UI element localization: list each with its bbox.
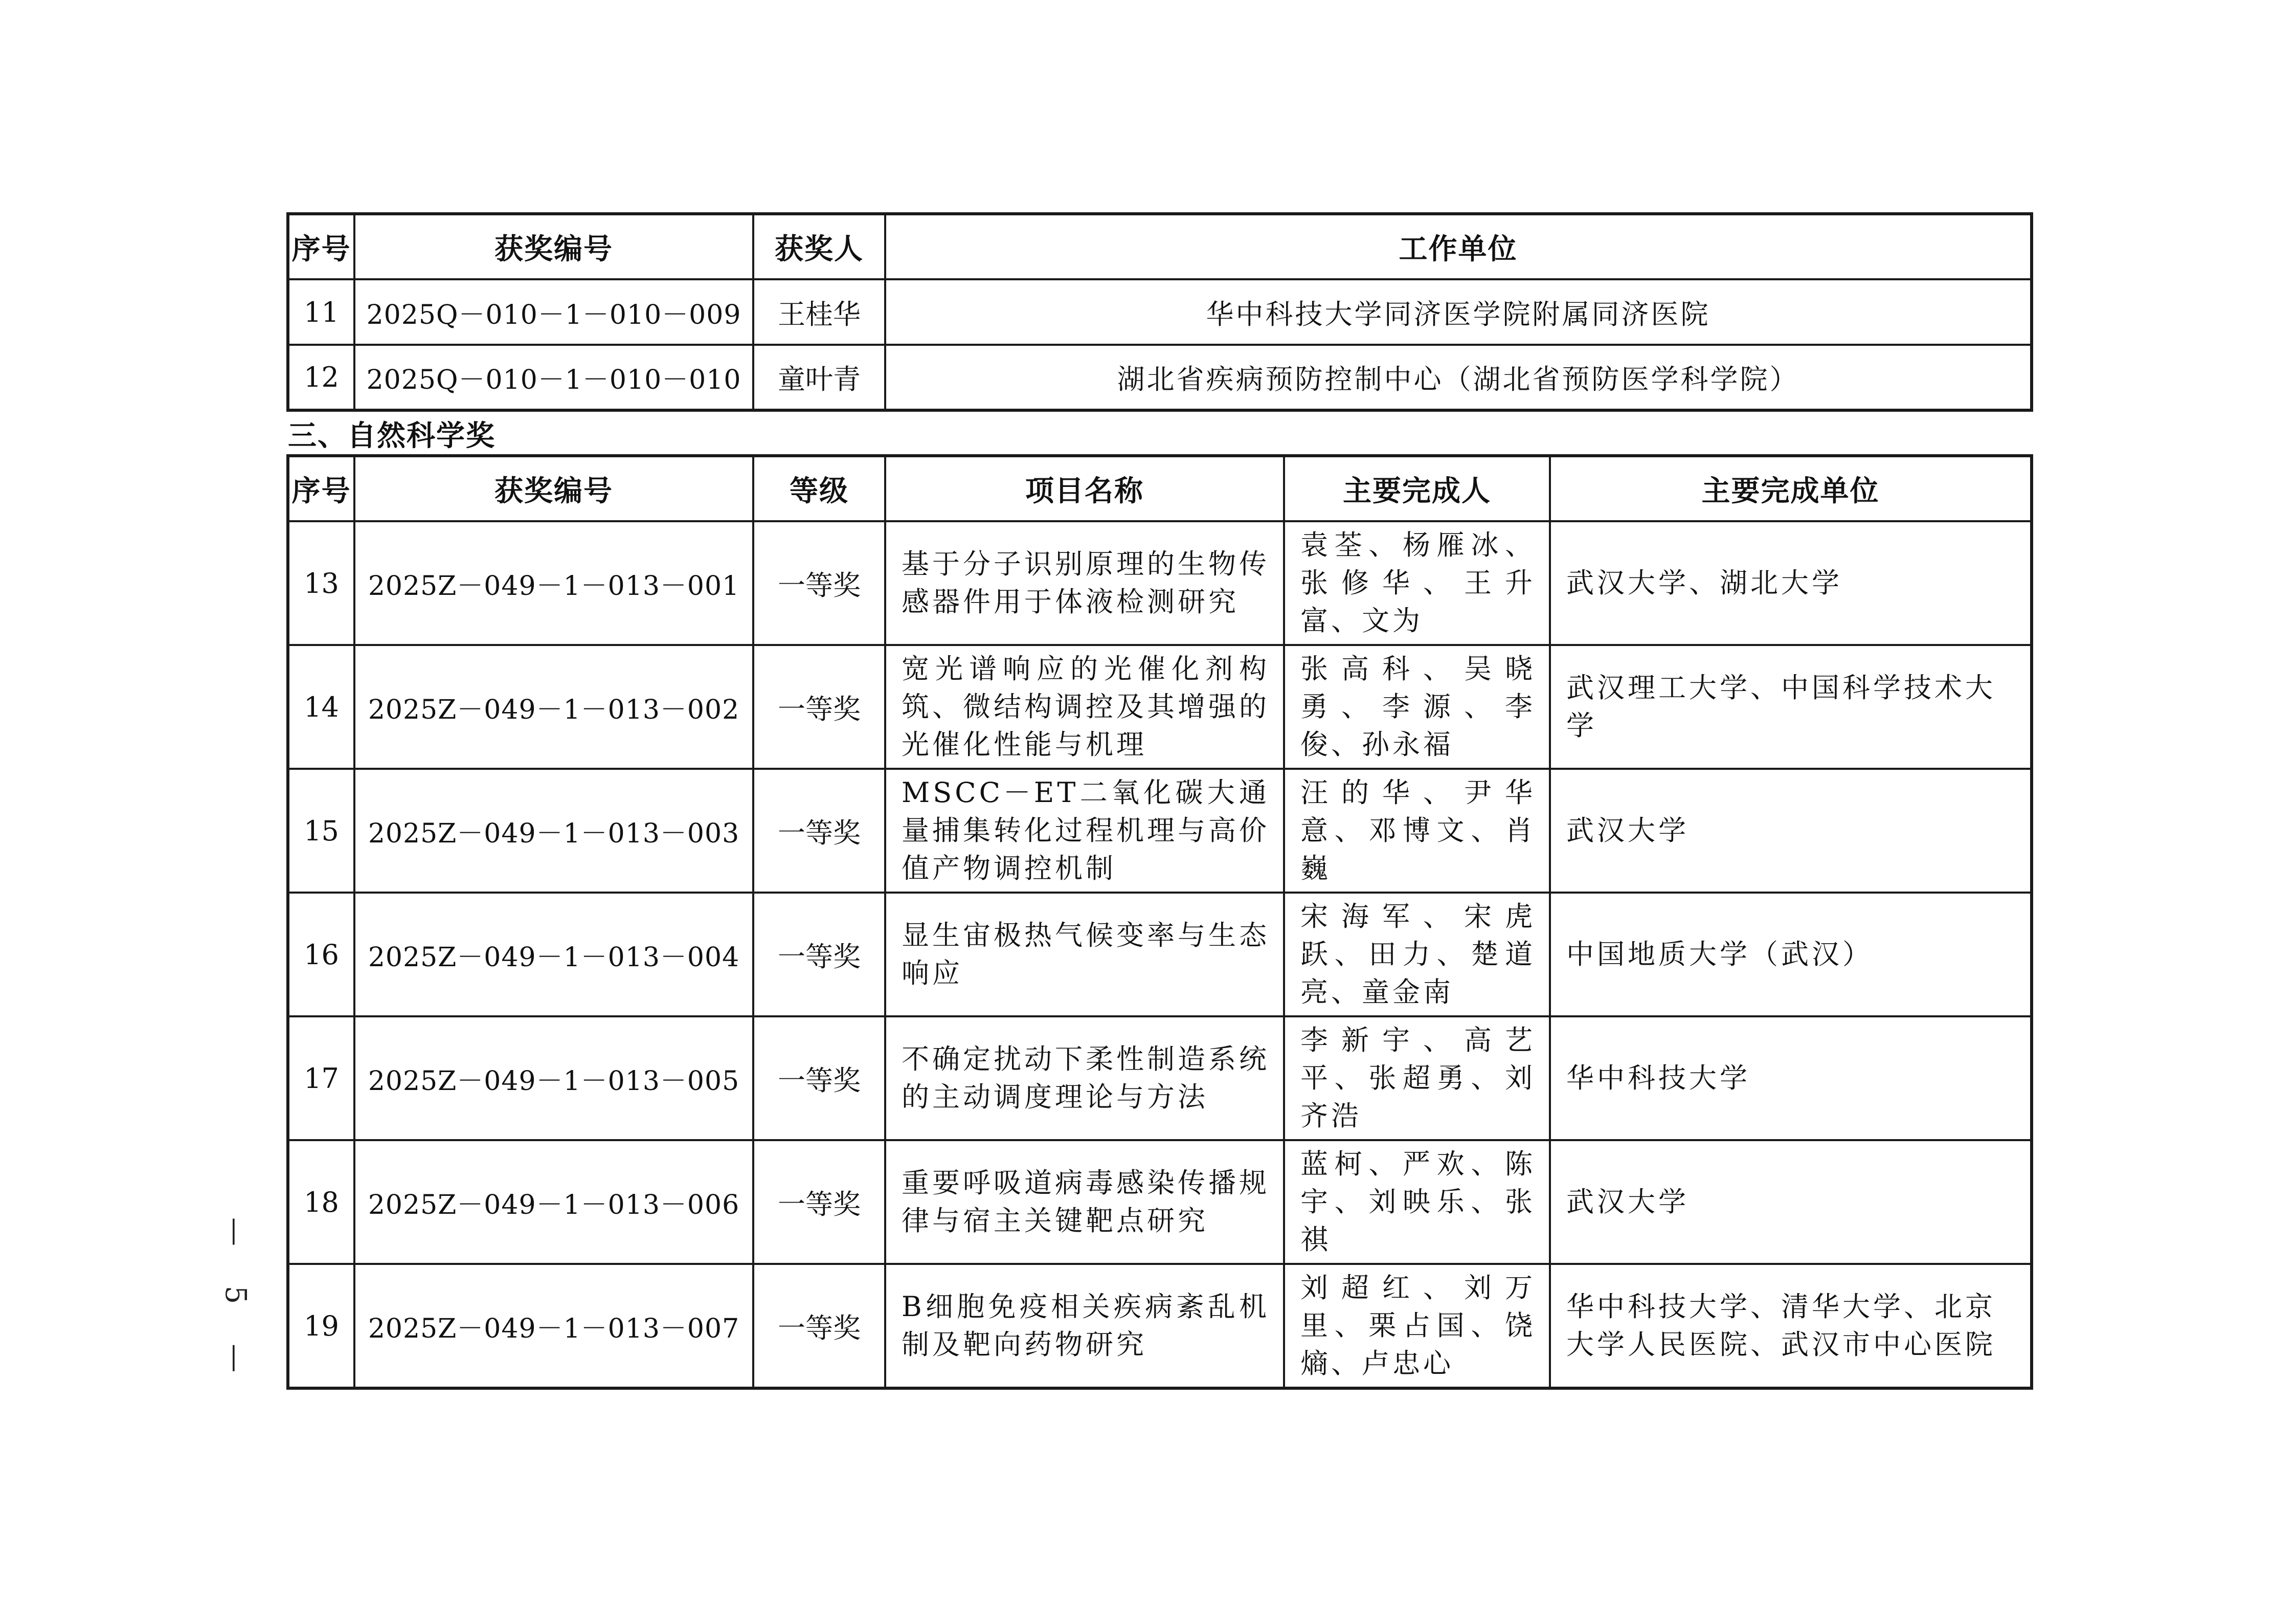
cell-grade: 一等奖	[753, 521, 885, 645]
header-seq: 序号	[288, 214, 354, 279]
cell-person: 童叶青	[753, 345, 885, 410]
table-row	[288, 279, 2032, 345]
cell-code: 2025Z－049－1－013－006	[354, 1140, 753, 1264]
cell-grade: 一等奖	[753, 645, 885, 769]
table-row	[288, 769, 2032, 893]
table-row	[288, 645, 2032, 769]
header-project: 项目名称	[885, 456, 1284, 521]
cell-grade: 一等奖	[753, 1140, 885, 1264]
award-table-youth	[286, 212, 2033, 412]
cell-units: 中国地质大学（武汉）	[1550, 893, 2032, 1016]
cell-seq: 13	[288, 521, 354, 645]
header-seq: 序号	[288, 456, 354, 521]
cell-code: 2025Z－049－1－013－003	[354, 769, 753, 893]
cell-seq: 19	[288, 1264, 354, 1388]
header-unit: 工作单位	[885, 214, 2032, 279]
cell-code: 2025Z－049－1－013－005	[354, 1016, 753, 1140]
cell-code: 2025Q－010－1－010－010	[354, 345, 753, 410]
cell-project: 基于分子识别原理的生物传感器件用于体液检测研究	[885, 521, 1284, 645]
cell-code: 2025Z－049－1－013－001	[354, 521, 753, 645]
header-grade: 等级	[753, 456, 885, 521]
header-code: 获奖编号	[354, 214, 753, 279]
header-persons: 主要完成人	[1284, 456, 1550, 521]
cell-units: 华中科技大学、清华大学、北京大学人民医院、武汉市中心医院	[1550, 1264, 2032, 1388]
cell-units: 武汉大学、湖北大学	[1550, 521, 2032, 645]
table-row	[288, 1140, 2032, 1264]
cell-project: MSCC－ET二氧化碳大通量捕集转化过程机理与高价值产物调控机制	[885, 769, 1284, 893]
cell-grade: 一等奖	[753, 1264, 885, 1388]
cell-units: 武汉大学	[1550, 1140, 2032, 1264]
table-row	[288, 345, 2032, 410]
cell-code: 2025Z－049－1－013－002	[354, 645, 753, 769]
cell-units: 武汉理工大学、中国科学技术大学	[1550, 645, 2032, 769]
cell-units: 武汉大学	[1550, 769, 2032, 893]
header-person: 获奖人	[753, 214, 885, 279]
cell-grade: 一等奖	[753, 769, 885, 893]
cell-persons: 蓝柯、严欢、陈宇、刘映乐、张祺	[1284, 1140, 1550, 1264]
page-number: — 5 —	[219, 1217, 252, 1388]
cell-project: 宽光谱响应的光催化剂构筑、微结构调控及其增强的光催化性能与机理	[885, 645, 1284, 769]
cell-persons: 李新宇、高艺平、张超勇、刘齐浩	[1284, 1016, 1550, 1140]
cell-persons: 宋海军、宋虎跃、田力、楚道亮、童金南	[1284, 893, 1550, 1016]
cell-persons: 汪的华、尹华意、邓博文、肖巍	[1284, 769, 1550, 893]
table-header-row	[288, 456, 2032, 521]
cell-person: 王桂华	[753, 279, 885, 345]
table-row	[288, 1264, 2032, 1388]
award-table-natural-science	[286, 454, 2033, 1390]
cell-code: 2025Z－049－1－013－004	[354, 893, 753, 1016]
cell-project: 不确定扰动下柔性制造系统的主动调度理论与方法	[885, 1016, 1284, 1140]
cell-project: 显生宙极热气候变率与生态响应	[885, 893, 1284, 1016]
cell-grade: 一等奖	[753, 1016, 885, 1140]
cell-persons: 袁荃、杨雁冰、张修华、王升富、文为	[1284, 521, 1550, 645]
table-row	[288, 521, 2032, 645]
table-row	[288, 893, 2032, 1016]
cell-grade: 一等奖	[753, 893, 885, 1016]
cell-unit: 湖北省疾病预防控制中心（湖北省预防医学科学院）	[885, 345, 2032, 410]
header-units: 主要完成单位	[1550, 456, 2032, 521]
table-header-row	[288, 214, 2032, 279]
cell-code: 2025Q－010－1－010－009	[354, 279, 753, 345]
cell-persons: 张高科、吴晓勇、李源、李俊、孙永福	[1284, 645, 1550, 769]
cell-seq: 12	[288, 345, 354, 410]
cell-seq: 14	[288, 645, 354, 769]
cell-seq: 11	[288, 279, 354, 345]
section-title: 三、自然科学奖	[288, 419, 496, 453]
cell-seq: 18	[288, 1140, 354, 1264]
cell-seq: 17	[288, 1016, 354, 1140]
cell-persons: 刘超红、刘万里、栗占国、饶熵、卢忠心	[1284, 1264, 1550, 1388]
header-code: 获奖编号	[354, 456, 753, 521]
cell-seq: 15	[288, 769, 354, 893]
cell-units: 华中科技大学	[1550, 1016, 2032, 1140]
cell-project: 重要呼吸道病毒感染传播规律与宿主关键靶点研究	[885, 1140, 1284, 1264]
cell-seq: 16	[288, 893, 354, 1016]
table-row	[288, 1016, 2032, 1140]
cell-unit: 华中科技大学同济医学院附属同济医院	[885, 279, 2032, 345]
cell-code: 2025Z－049－1－013－007	[354, 1264, 753, 1388]
cell-project: B细胞免疫相关疾病紊乱机制及靶向药物研究	[885, 1264, 1284, 1388]
